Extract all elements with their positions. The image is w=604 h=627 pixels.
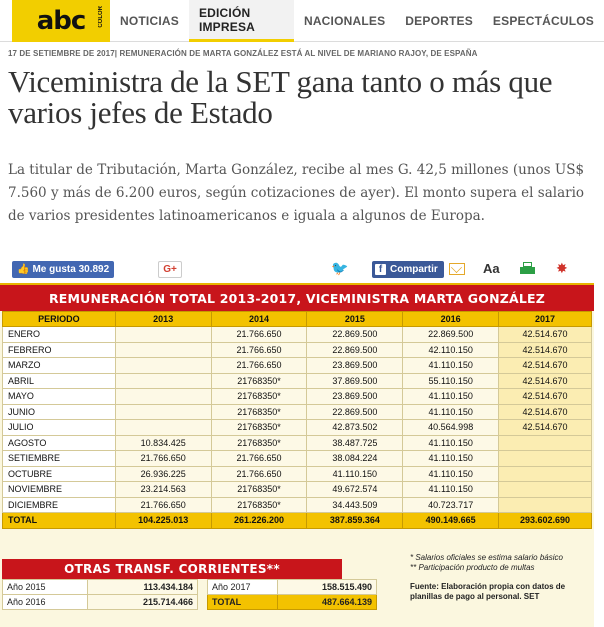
amount-cell: 22.869.500 (307, 327, 403, 343)
amount-cell (115, 358, 211, 374)
amount-cell: 22.869.500 (403, 327, 499, 343)
facebook-share-button[interactable] (372, 261, 444, 278)
share-label: Compartir (390, 264, 438, 275)
amount-cell: 21.766.650 (115, 451, 211, 467)
total-label: TOTAL (3, 513, 116, 529)
amount-cell: 42.514.670 (499, 373, 592, 389)
amount-cell: 21768350* (211, 389, 307, 405)
logo-text: abc (36, 6, 86, 36)
amount-cell: 42.514.670 (499, 389, 592, 405)
nav-item-nacionales[interactable]: NACIONALES (303, 14, 386, 28)
amount-cell (115, 327, 211, 343)
table-row (3, 466, 592, 482)
month-cell: FEBRERO (3, 342, 116, 358)
amount-cell: 38.487.725 (307, 435, 403, 451)
total-cell: 104.225.013 (115, 513, 211, 529)
total-row (3, 513, 592, 529)
amount-cell: 41.110.150 (403, 404, 499, 420)
email-icon[interactable] (449, 263, 465, 275)
amount-cell: 41.110.150 (307, 466, 403, 482)
amount-cell: 21.766.650 (211, 358, 307, 374)
amount-cell: 55.110.150 (403, 373, 499, 389)
month-cell: MARZO (3, 358, 116, 374)
amount-cell: 10.834.425 (115, 435, 211, 451)
amount-cell (499, 466, 592, 482)
infographic-notes (410, 553, 592, 601)
salary-table (2, 311, 592, 529)
amount-cell: 40.564.998 (403, 420, 499, 436)
table-row (208, 580, 377, 595)
amount-cell: 22.869.500 (307, 342, 403, 358)
month-cell: ABRIL (3, 373, 116, 389)
footnote: ** Participación producto de multas (410, 562, 535, 572)
amount-value: 158.515.490 (277, 580, 376, 595)
amount-cell: 21.766.650 (211, 466, 307, 482)
table-row (3, 404, 592, 420)
amount-cell: 41.110.150 (403, 482, 499, 498)
report-error-icon[interactable]: ✸ (556, 260, 568, 276)
total-label: TOTAL (208, 595, 278, 610)
amount-cell: 42.514.670 (499, 420, 592, 436)
amount-cell (499, 482, 592, 498)
share-bar (0, 259, 604, 281)
otras-left-table (2, 579, 198, 610)
thumbs-up-icon: 👍 (17, 264, 30, 275)
amount-cell: 21.766.650 (211, 451, 307, 467)
column-header: 2015 (307, 312, 403, 327)
footnote: * Salarios oficiales se estima salario básico (410, 553, 563, 562)
total-cell: 293.602.690 (499, 513, 592, 529)
amount-cell: 21768350* (211, 497, 307, 513)
amount-cell: 21768350* (211, 435, 307, 451)
table-row (3, 580, 198, 595)
column-header: 2017 (499, 312, 592, 327)
amount-cell: 41.110.150 (403, 451, 499, 467)
amount-cell (115, 342, 211, 358)
amount-cell: 38.084.224 (307, 451, 403, 467)
amount-cell: 21768350* (211, 482, 307, 498)
table-row (3, 389, 592, 405)
total-value: 487.664.139 (277, 595, 376, 610)
amount-cell: 42.514.670 (499, 358, 592, 374)
amount-cell: 41.110.150 (403, 358, 499, 374)
table-header-row (3, 312, 592, 327)
nav-item-espectaculos[interactable]: ESPECTÁCULOS (492, 14, 594, 28)
month-cell: JUNIO (3, 404, 116, 420)
table-row (3, 420, 592, 436)
table-row (3, 451, 592, 467)
year-label: Año 2016 (3, 595, 88, 610)
amount-cell: 34.443.509 (307, 497, 403, 513)
amount-cell: 21768350* (211, 420, 307, 436)
otras-transferencias-title: OTRAS TRANSF. CORRIENTES** (2, 559, 342, 579)
column-header: 2013 (115, 312, 211, 327)
month-cell: SETIEMBRE (3, 451, 116, 467)
year-label: Año 2015 (3, 580, 88, 595)
infographic-title: REMUNERACIÓN TOTAL 2013-2017, VICEMINISTRA MARTA GONZÁLEZ (0, 283, 594, 311)
year-label: Año 2017 (208, 580, 278, 595)
amount-cell: 42.514.670 (499, 404, 592, 420)
article-lead: La titular de Tributación, Marta González, recibe al mes G. 42,5 millones (unos US$ 7.560 y más de 6.200 euros, según cotizaciones de ayer). El monto supera el salario de varios presidentes latinoamericanos e iguala a algunos de Europa. (8, 162, 585, 224)
nav-item-noticias[interactable]: NOTICIAS (120, 14, 179, 28)
month-cell: DICIEMBRE (3, 497, 116, 513)
column-header: 2014 (211, 312, 307, 327)
column-header: PERIODO (3, 312, 116, 327)
table-row (3, 435, 592, 451)
amount-cell (499, 451, 592, 467)
logo-subtext: COLOR (98, 6, 104, 28)
amount-cell: 26.936.225 (115, 466, 211, 482)
amount-cell (115, 420, 211, 436)
font-size-button[interactable]: Aa (483, 261, 500, 276)
total-cell: 387.859.364 (307, 513, 403, 529)
amount-cell: 23.869.500 (307, 358, 403, 374)
amount-cell: 37.869.500 (307, 373, 403, 389)
table-row (3, 342, 592, 358)
nav-item-deportes[interactable]: DEPORTES (405, 14, 473, 28)
amount-cell (499, 435, 592, 451)
month-cell: AGOSTO (3, 435, 116, 451)
month-cell: MAYO (3, 389, 116, 405)
amount-cell: 40.723.717 (403, 497, 499, 513)
table-row (3, 595, 198, 610)
amount-cell: 23.869.500 (307, 389, 403, 405)
facebook-like-button[interactable] (12, 261, 114, 278)
table-row (3, 327, 592, 343)
amount-cell: 21.766.650 (211, 327, 307, 343)
month-cell: ENERO (3, 327, 116, 343)
amount-cell (115, 373, 211, 389)
amount-value: 215.714.466 (88, 595, 198, 610)
amount-value: 113.434.184 (88, 580, 198, 595)
total-cell: 490.149.665 (403, 513, 499, 529)
amount-cell: 42.110.150 (403, 342, 499, 358)
twitter-icon[interactable]: 🐦 (331, 260, 349, 276)
amount-cell: 21.766.650 (115, 497, 211, 513)
article-headline: Viceministra de la SET gana tanto o más que varios jefes de Estado (8, 64, 553, 130)
table-row (3, 482, 592, 498)
google-plus-button[interactable]: G+ (158, 261, 182, 278)
amount-cell: 41.110.150 (403, 466, 499, 482)
source-note: Fuente: Elaboración propia con datos de planillas de pago al personal. SET (410, 582, 566, 601)
table-row (3, 373, 592, 389)
month-cell: OCTUBRE (3, 466, 116, 482)
amount-cell: 42.873.502 (307, 420, 403, 436)
facebook-icon: f (375, 264, 386, 275)
amount-cell: 49.672.574 (307, 482, 403, 498)
article-meta: 17 DE SETIEMBRE DE 2017| REMUNERACIÓN DE MARTA GONZÁLEZ ESTÁ AL NIVEL DE MARIANO RAJOY, DE ESPAÑA (8, 49, 478, 58)
salary-infographic (0, 283, 594, 627)
amount-cell: 22.869.500 (307, 404, 403, 420)
table-row (3, 497, 592, 513)
month-cell: NOVIEMBRE (3, 482, 116, 498)
amount-cell: 41.110.150 (403, 435, 499, 451)
amount-cell (499, 497, 592, 513)
nav-menu (110, 0, 604, 42)
month-cell: JULIO (3, 420, 116, 436)
amount-cell (115, 389, 211, 405)
otras-right-table (207, 579, 377, 610)
amount-cell: 23.214.563 (115, 482, 211, 498)
amount-cell (115, 404, 211, 420)
amount-cell: 42.514.670 (499, 327, 592, 343)
column-header: 2016 (403, 312, 499, 327)
table-row (3, 358, 592, 374)
top-nav (0, 0, 604, 42)
like-count: Me gusta 30.892 (32, 264, 110, 275)
amount-cell: 21768350* (211, 373, 307, 389)
nav-item-edicion-impresa[interactable]: EDICIÓN IMPRESA (189, 0, 294, 42)
amount-cell: 21768350* (211, 404, 307, 420)
amount-cell: 21.766.650 (211, 342, 307, 358)
amount-cell: 42.514.670 (499, 342, 592, 358)
site-logo[interactable] (12, 0, 110, 42)
salary-table-body (3, 327, 592, 529)
total-cell: 261.226.200 (211, 513, 307, 529)
otras-total-row (208, 595, 377, 610)
print-icon[interactable] (520, 262, 535, 276)
amount-cell: 41.110.150 (403, 389, 499, 405)
